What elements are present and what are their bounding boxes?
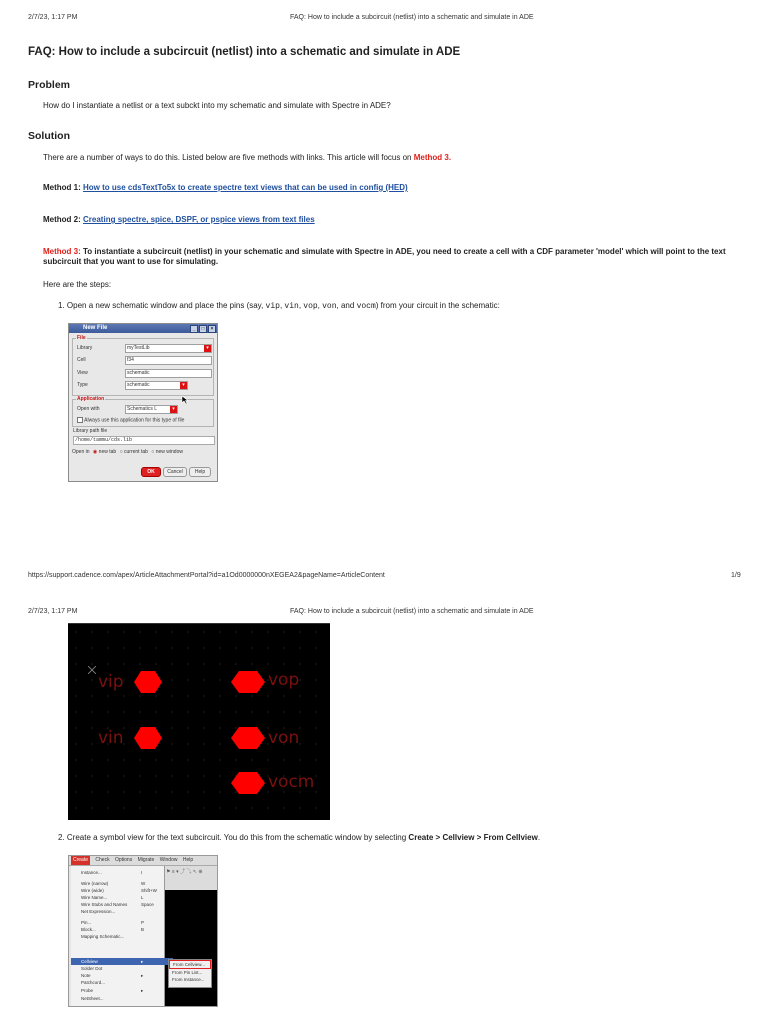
submenu-from-pin-list[interactable]: From Pin List...	[172, 970, 203, 975]
step2-text: Create a symbol view for the text subcircuit. You do this from the schematic window by selecting	[66, 833, 407, 842]
method3-paragraph	[43, 247, 733, 267]
type-dropdown[interactable]	[125, 381, 188, 390]
method2-line	[43, 215, 315, 225]
page1-footer-url: https://support.cadence.com/apex/ArticleAttachmentPortal?id=a1Od0000000nXEGEA2&pageName=ArticleContent	[28, 572, 385, 579]
intro-text: There are a number of ways to do this. Listed below are five methods with links. This article will focus on	[43, 153, 412, 162]
submenu-from-cellview[interactable]: From Cellview...	[169, 960, 211, 969]
intro-highlight: Method 3.	[413, 153, 452, 162]
menu-item-wire-narrow[interactable]: Wire (narrow) W	[81, 881, 146, 886]
radio-icon[interactable]: ○	[119, 449, 123, 455]
cellview-submenu	[168, 959, 212, 988]
close-icon[interactable]: ×	[208, 325, 216, 333]
menu-help[interactable]: Help	[182, 857, 194, 863]
view-input[interactable]: schematic	[125, 369, 212, 378]
intro-paragraph	[43, 153, 451, 163]
method2-label: Method 2:	[43, 215, 81, 224]
chevron-down-icon: ▾	[170, 406, 177, 413]
step1-pin-von: von	[322, 302, 337, 311]
step2-menu-path: Create > Cellview > From Cellview	[408, 833, 538, 842]
method2-link[interactable]: Creating spectre, spice, DSPF, or pspice views from text files	[83, 215, 315, 224]
library-value: myTestLib	[127, 345, 150, 351]
menu-item-wire-name[interactable]: Wire Name... L	[81, 895, 144, 900]
solution-heading: Solution	[28, 130, 70, 142]
page2-header-date: 2/7/23, 1:17 PM	[28, 608, 78, 615]
new-file-dialog	[68, 323, 218, 482]
method1-link[interactable]: How to use cdsTextTo5x to create spectre text views that can be used in config (HED)	[83, 183, 408, 192]
method3-label: Method 3:	[43, 247, 81, 256]
menu-item-wire-stubs[interactable]: Wire Stubs and Names Space	[81, 902, 154, 907]
page1-footer-page: 1/9	[731, 572, 741, 579]
menu-check[interactable]: Check	[95, 857, 110, 863]
pin-vip-shape	[134, 671, 162, 693]
step1-number: 1.	[58, 301, 65, 310]
method1-label: Method 1:	[43, 183, 81, 192]
schematic-canvas	[68, 623, 330, 820]
open-in-new-tab[interactable]: new tab	[98, 449, 117, 455]
step1-pin-vin: vin	[284, 302, 299, 311]
menu-item-note[interactable]: Note ▸	[81, 973, 144, 978]
open-with-label: Open with	[77, 406, 100, 412]
menu-item-netsheet[interactable]: NetSheet...	[81, 996, 104, 1001]
menu-item-cellview[interactable]: Cellview ▸	[71, 958, 173, 965]
application-group-label: Application	[77, 396, 105, 402]
step1-line: 1. Open a new schematic window and place the pins (say, vip, vin, vop, von, and vocm) from your circuit in the schematic:	[58, 301, 500, 311]
step2-line	[58, 833, 540, 843]
menu-item-pin[interactable]: Pin... P	[81, 920, 145, 925]
cancel-button[interactable]: Cancel	[163, 467, 187, 477]
step1-text-a: Open a new schematic window and place the pins (say,	[66, 301, 264, 310]
pin-von-shape	[231, 727, 265, 749]
file-group	[72, 335, 214, 396]
method3-text: To instantiate a subcircuit (netlist) in your schematic and simulate with Spectre in ADE, you need to create a cell with a CDF parameter 'model' which will point to the text subcircuit that you want to use for simulating.	[43, 247, 726, 266]
step1-pin-vip: vip	[265, 302, 280, 311]
open-in-current-tab[interactable]: current tab	[124, 449, 148, 455]
pin-vocm-label: vocm	[268, 772, 315, 792]
menu-create[interactable]: Create	[73, 857, 89, 863]
method1-line	[43, 183, 408, 193]
menu-item-solder-dot[interactable]: Solder Dot	[81, 966, 103, 971]
page2-header-title: FAQ: How to include a subcircuit (netlist) into a schematic and simulate in ADE	[290, 608, 534, 615]
pin-vip-label: vip	[98, 672, 124, 692]
always-use-row[interactable]	[77, 417, 184, 423]
menu-item-mapping-schematic[interactable]: Mapping Schematic...	[81, 934, 125, 939]
radio-selected-icon[interactable]: ◉	[92, 449, 98, 455]
open-in-label: Open in	[72, 449, 90, 455]
step1-and: and	[340, 301, 355, 310]
menu-item-net-expression[interactable]: Net Expression...	[81, 909, 116, 914]
page1-header-title: FAQ: How to include a subcircuit (netlist) into a schematic and simulate in ADE	[290, 14, 534, 21]
view-label: View	[77, 370, 88, 376]
menu-migrate[interactable]: Migrate	[137, 857, 155, 863]
menu-item-instance[interactable]: Instance... I	[81, 870, 143, 875]
file-group-label: File	[77, 335, 86, 341]
menu-item-probe[interactable]: Probe ▸	[81, 988, 144, 993]
menu-item-wire-wide[interactable]: Wire (wide) Shift+W	[81, 888, 157, 893]
type-label: Type	[77, 382, 88, 388]
menu-options[interactable]: Options	[114, 857, 133, 863]
pin-vin-shape	[134, 727, 162, 749]
open-in-new-window[interactable]: new window	[155, 449, 183, 455]
pin-vop-label: vop	[268, 670, 300, 690]
lib-path-label: Library path file	[73, 428, 108, 434]
pin-vin-label: vin	[98, 728, 124, 748]
step1-pin-vocm: vocm	[356, 302, 376, 311]
minimize-icon[interactable]: _	[190, 325, 198, 333]
checkbox-icon[interactable]	[77, 417, 83, 423]
cell-label: Cell	[77, 357, 86, 363]
open-in-row	[72, 449, 214, 455]
maximize-icon[interactable]: □	[199, 325, 207, 333]
menu-item-patchcord[interactable]: Patchcord...	[81, 980, 106, 985]
pin-vocm-shape	[231, 772, 265, 794]
article-title: FAQ: How to include a subcircuit (netlist) into a schematic and simulate in ADE	[28, 46, 461, 58]
chevron-down-icon: ▾	[204, 345, 211, 352]
open-with-dropdown[interactable]	[125, 405, 178, 414]
cell-input[interactable]: f34	[125, 356, 212, 365]
pin-vop-shape	[231, 671, 265, 693]
dialog-titlebar	[69, 324, 217, 333]
create-menu-screenshot	[68, 855, 218, 1007]
type-value: schematic	[127, 382, 150, 388]
mouse-cursor-icon	[181, 395, 189, 405]
radio-icon[interactable]: ○	[151, 449, 155, 455]
problem-heading: Problem	[28, 79, 71, 91]
menu-window[interactable]: Window	[159, 857, 178, 863]
step2-end: .	[537, 833, 541, 842]
pin-von-label: von	[268, 728, 300, 748]
library-label: Library	[77, 345, 93, 351]
step1-pin-vop: vop	[303, 302, 318, 311]
chevron-down-icon: ▾	[180, 382, 187, 389]
problem-text: How do I instantiate a netlist or a text subckt into my schematic and simulate with Spectre in ADE?	[43, 101, 391, 110]
step2-number: 2.	[58, 833, 65, 842]
menubar	[69, 856, 217, 866]
step1-text-b: ) from your circuit in the schematic:	[375, 301, 500, 310]
always-use-label: Always use this application for this type of file	[84, 417, 185, 424]
application-group	[72, 396, 214, 427]
open-with-value: Schematics L	[127, 406, 158, 412]
crosshair-icon	[88, 666, 96, 674]
lib-path-input[interactable]: /home/tammu/cds.lib	[73, 436, 215, 445]
dialog-title: New File	[83, 325, 108, 331]
page1-header-date: 2/7/23, 1:17 PM	[28, 14, 78, 21]
library-dropdown[interactable]	[125, 344, 212, 353]
toolbar-icons[interactable]: ⚑ ≡ ▾ ⤴ ⤵ ↖ ⊕	[166, 869, 203, 875]
steps-intro: Here are the steps:	[43, 280, 112, 289]
menu-item-block[interactable]: Block... B	[81, 927, 145, 932]
help-button[interactable]: Help	[189, 467, 211, 477]
ok-button[interactable]: OK	[141, 467, 161, 477]
submenu-from-instance[interactable]: From Instance...	[172, 977, 205, 982]
